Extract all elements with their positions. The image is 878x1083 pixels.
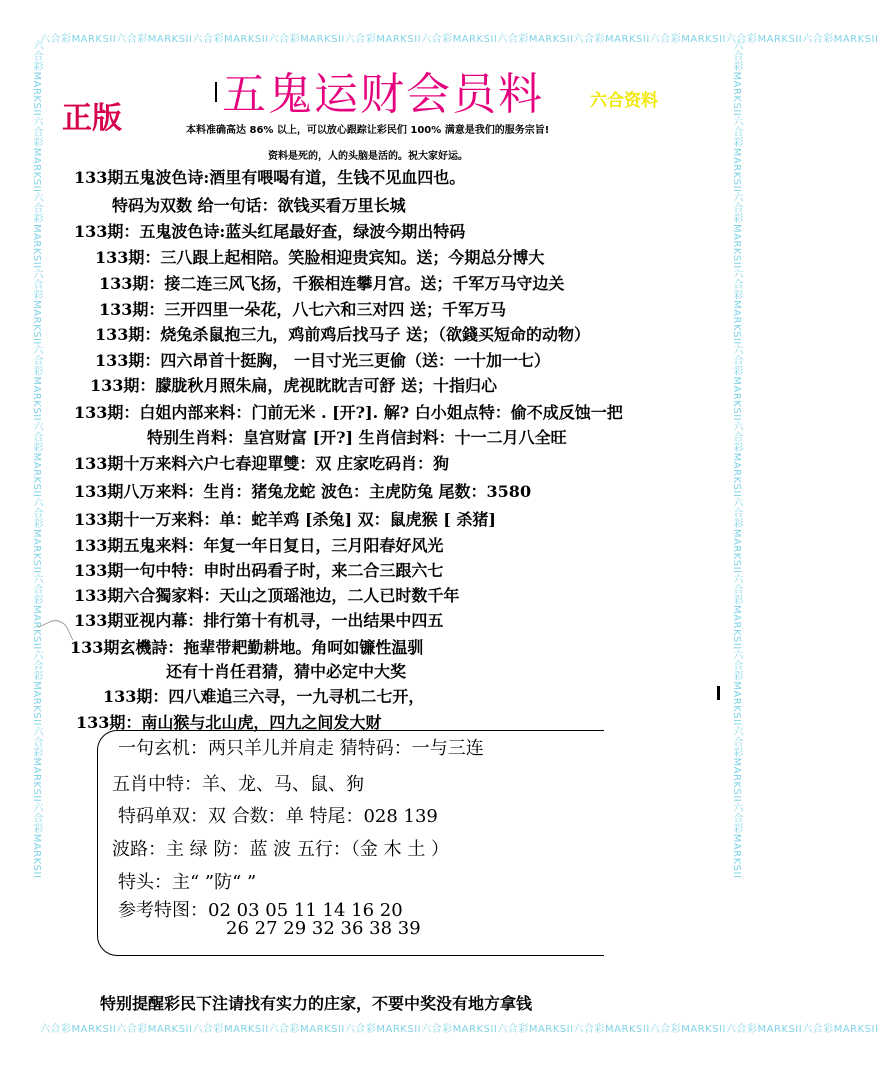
content-line: 133期十一万来料：单：蛇羊鸡 [杀兔] 双：鼠虎猴 [ 杀猪] bbox=[74, 510, 496, 529]
content-line: 133期：四六昂首十挺胸， 一目寸光三更偷（送：一十加一七） bbox=[95, 351, 550, 370]
content-line: 133期：五鬼波色诗:蓝头红尾最好查，绿波今期出特码 bbox=[74, 222, 466, 241]
content-line: 133期一句中特：申时出码看子时，来二合三跟六七 bbox=[74, 561, 444, 580]
box-head: 特头：主“ ”防“ ” bbox=[118, 872, 257, 893]
watermark-right: 六合彩MARKSII六合彩MARKSII六合彩MARKSII六合彩MARKSII六合彩MARKSII六合彩MARKSII六合彩MARKSII六合彩MARKSII六合彩MARKSII六合彩MARKSII六合彩MARKSII bbox=[731, 40, 742, 879]
content-line: 133期：四八难追三六寻，一九寻机二七开， bbox=[103, 687, 425, 706]
subtitle-luck: 资料是死的，人的头脑是活的。祝大家好运。 bbox=[268, 151, 468, 162]
box-five-zodiac: 五肖中特：羊、龙、马、鼠、狗 bbox=[112, 774, 364, 795]
content-line: 133期：南山猴与北山虎，四九之间发大财 bbox=[76, 713, 382, 732]
content-line: 特别生肖料：皇宫财富 [开?] 生肖信封料：十一二月八全旺 bbox=[147, 428, 567, 447]
footer-reminder: 特别提醒彩民下注请找有实力的庄家，不要中奖没有地方拿钱 bbox=[100, 994, 533, 1013]
title-divider bbox=[215, 82, 217, 102]
brand-logo: 六合资料 bbox=[590, 91, 658, 111]
box-ref-numbers-2: 26 27 29 32 36 38 39 bbox=[226, 918, 421, 939]
content-line: 133期十万来料六户七春迎單雙：双 庄家吃码肖：狗 bbox=[74, 454, 449, 473]
content-line: 133期：接二连三风飞扬，千猴相连攀月宫。送；千军万马守边关 bbox=[99, 274, 565, 293]
content-line: 133期玄機詩：拖辈带耙勤耕地。角呵如镰性温驯 bbox=[70, 638, 424, 657]
box-ref-numbers-1: 参考特图：02 03 05 11 14 16 20 bbox=[118, 900, 403, 921]
content-line: 133期八万来料：生肖：猪兔龙蛇 波色：主虎防兔 尾数：3580 bbox=[74, 482, 532, 501]
content-line: 特码为双数 给一句话：欲钱买看万里长城 bbox=[112, 196, 406, 215]
content-line: 133期六合獨家料：天山之顶瑶池边，二人已时数千年 bbox=[74, 586, 460, 605]
content-line: 133期：三八跟上起相陪。笑脸相迎贵宾知。送；今期总分博大 bbox=[95, 248, 545, 267]
page-title: 五鬼运财会员料 bbox=[222, 69, 544, 120]
box-riddle: 一句玄机：两只羊儿并肩走 猜特码：一与三连 bbox=[118, 738, 484, 759]
box-odd-even: 特码单双：双 合数：单 特尾：028 139 bbox=[118, 806, 438, 827]
content-line: 133期五鬼来料：年复一年日复日，三月阳春好风光 bbox=[74, 536, 444, 555]
watermark-top: 六合彩MARKSII六合彩MARKSII六合彩MARKSII六合彩MARKSII六合彩MARKSII六合彩MARKSII六合彩MARKSII六合彩MARKSII六合彩MARKSII六合彩MARKSII六合彩MARKSII bbox=[40, 34, 878, 45]
box-wave-elements: 波路：主 绿 防：蓝 波 五行：（金 木 土 ） bbox=[112, 839, 450, 860]
content-line: 还有十肖任君猜，猜中必定中大奖 bbox=[166, 662, 407, 681]
content-line: 133期：朦胧秋月照朱扁，虎视眈眈吉可舒 送；十指归心 bbox=[90, 376, 497, 395]
content-line: 133期：烧兔杀鼠抱三九，鸡前鸡后找马子 送；（欲錢买短命的动物） bbox=[95, 325, 590, 344]
content-line: 133期亚视内幕：排行第十有机寻，一出结果中四五 bbox=[74, 611, 444, 630]
content-line: 133期：白姐内部来料：门前无米 . [开?]. 解? 白小姐点特：偷不成反蚀一把 bbox=[74, 403, 623, 422]
watermark-left: 六合彩MARKSII六合彩MARKSII六合彩MARKSII六合彩MARKSII六合彩MARKSII六合彩MARKSII六合彩MARKSII六合彩MARKSII六合彩MARKSII六合彩MARKSII六合彩MARKSII bbox=[31, 40, 42, 879]
content-line: 133期：三开四里一朵花，八七六和三对四 送；千军万马 bbox=[99, 300, 506, 319]
watermark-bottom: 六合彩MARKSII六合彩MARKSII六合彩MARKSII六合彩MARKSII六合彩MARKSII六合彩MARKSII六合彩MARKSII六合彩MARKSII六合彩MARKSII六合彩MARKSII六合彩MARKSII bbox=[40, 1024, 878, 1035]
content-line: 133期五鬼波色诗:酒里有喂喝有道，生钱不见血四也。 bbox=[74, 168, 466, 187]
edge-mark bbox=[717, 686, 720, 700]
genuine-label: 正版 bbox=[62, 101, 122, 136]
subtitle-accuracy: 本料准确高达 86% 以上，可以放心跟踪让彩民们 100% 满意是我们的服务宗旨! bbox=[186, 125, 550, 136]
